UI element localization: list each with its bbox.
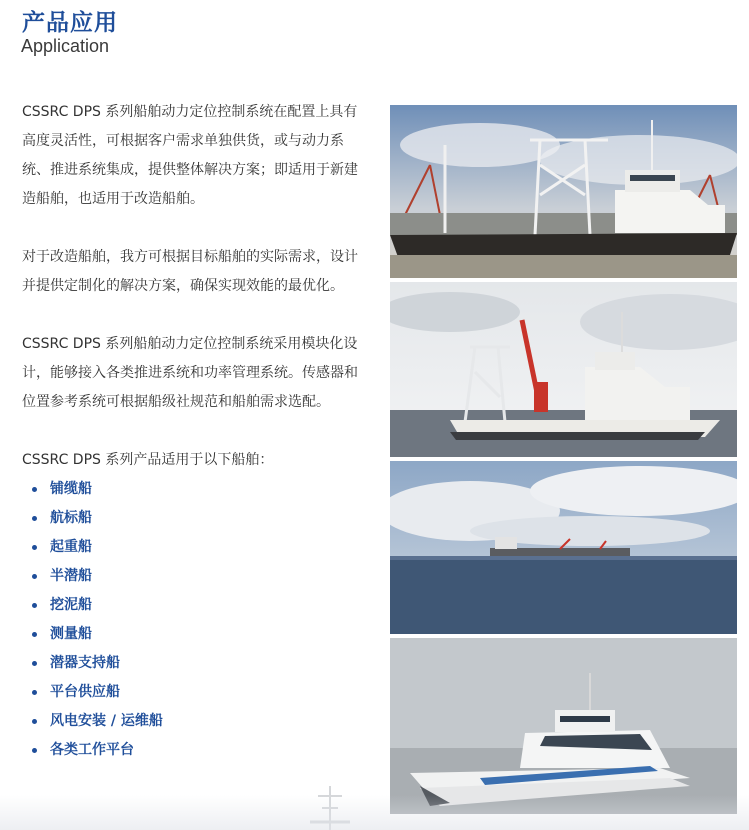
bullet-icon [32,487,37,492]
list-item: 起重船 [32,533,367,562]
bullet-icon [32,516,37,521]
photo-column [390,105,737,814]
list-item: 平台供应船 [32,678,367,707]
list-item: 挖泥船 [32,591,367,620]
list-item: 半潜船 [32,562,367,591]
page-title: 产品应用 [22,10,118,36]
catamaran-windfarm-photo [390,638,737,814]
bullet-icon [32,748,37,753]
list-item: 测量船 [32,620,367,649]
list-item: 铺缆船 [32,475,367,504]
list-item: 风电安装 / 运维船 [32,707,367,736]
list-item: 各类工作平台 [32,736,367,765]
list-item: 航标船 [32,504,367,533]
paragraph-config: CSSRC DPS 系列船舶动力定位控制系统在配置上具有高度灵活性，可根据客户需求单独供货，或与动力系统、推进系统集成，提供整体解决方案；即适用于新建造船舶，也适用于改造船舶。 [22,104,358,207]
bullet-icon [32,574,37,579]
bullet-icon [32,719,37,724]
paragraph-modular: CSSRC DPS 系列船舶动力定位控制系统采用模块化设计，能够接入各类推进系统和功率管理系统。传感器和位置参考系统可根据船级社规范和船舶需求选配。 [22,336,358,410]
description-column [22,98,367,765]
page-subtitle: Application [21,36,110,56]
bullet-icon [32,632,37,637]
bullet-icon [32,603,37,608]
paragraph-retrofit: 对于改造船舶，我方可根据目标船舶的实际需求，设计并提供定制化的解决方案，确保实现效能的最优化。 [22,249,358,294]
ship-distant-sea-photo [390,461,737,634]
ship-gantry-dock-photo [390,105,737,278]
bullet-icon [32,690,37,695]
vessel-type-list [22,475,367,765]
bottom-fade [0,795,749,830]
bullet-icon [32,545,37,550]
list-item: 潜器支持船 [32,649,367,678]
list-intro: CSSRC DPS 系列产品适用于以下船舶： [22,452,274,468]
ship-crane-sea-photo [390,282,737,457]
bullet-icon [32,661,37,666]
